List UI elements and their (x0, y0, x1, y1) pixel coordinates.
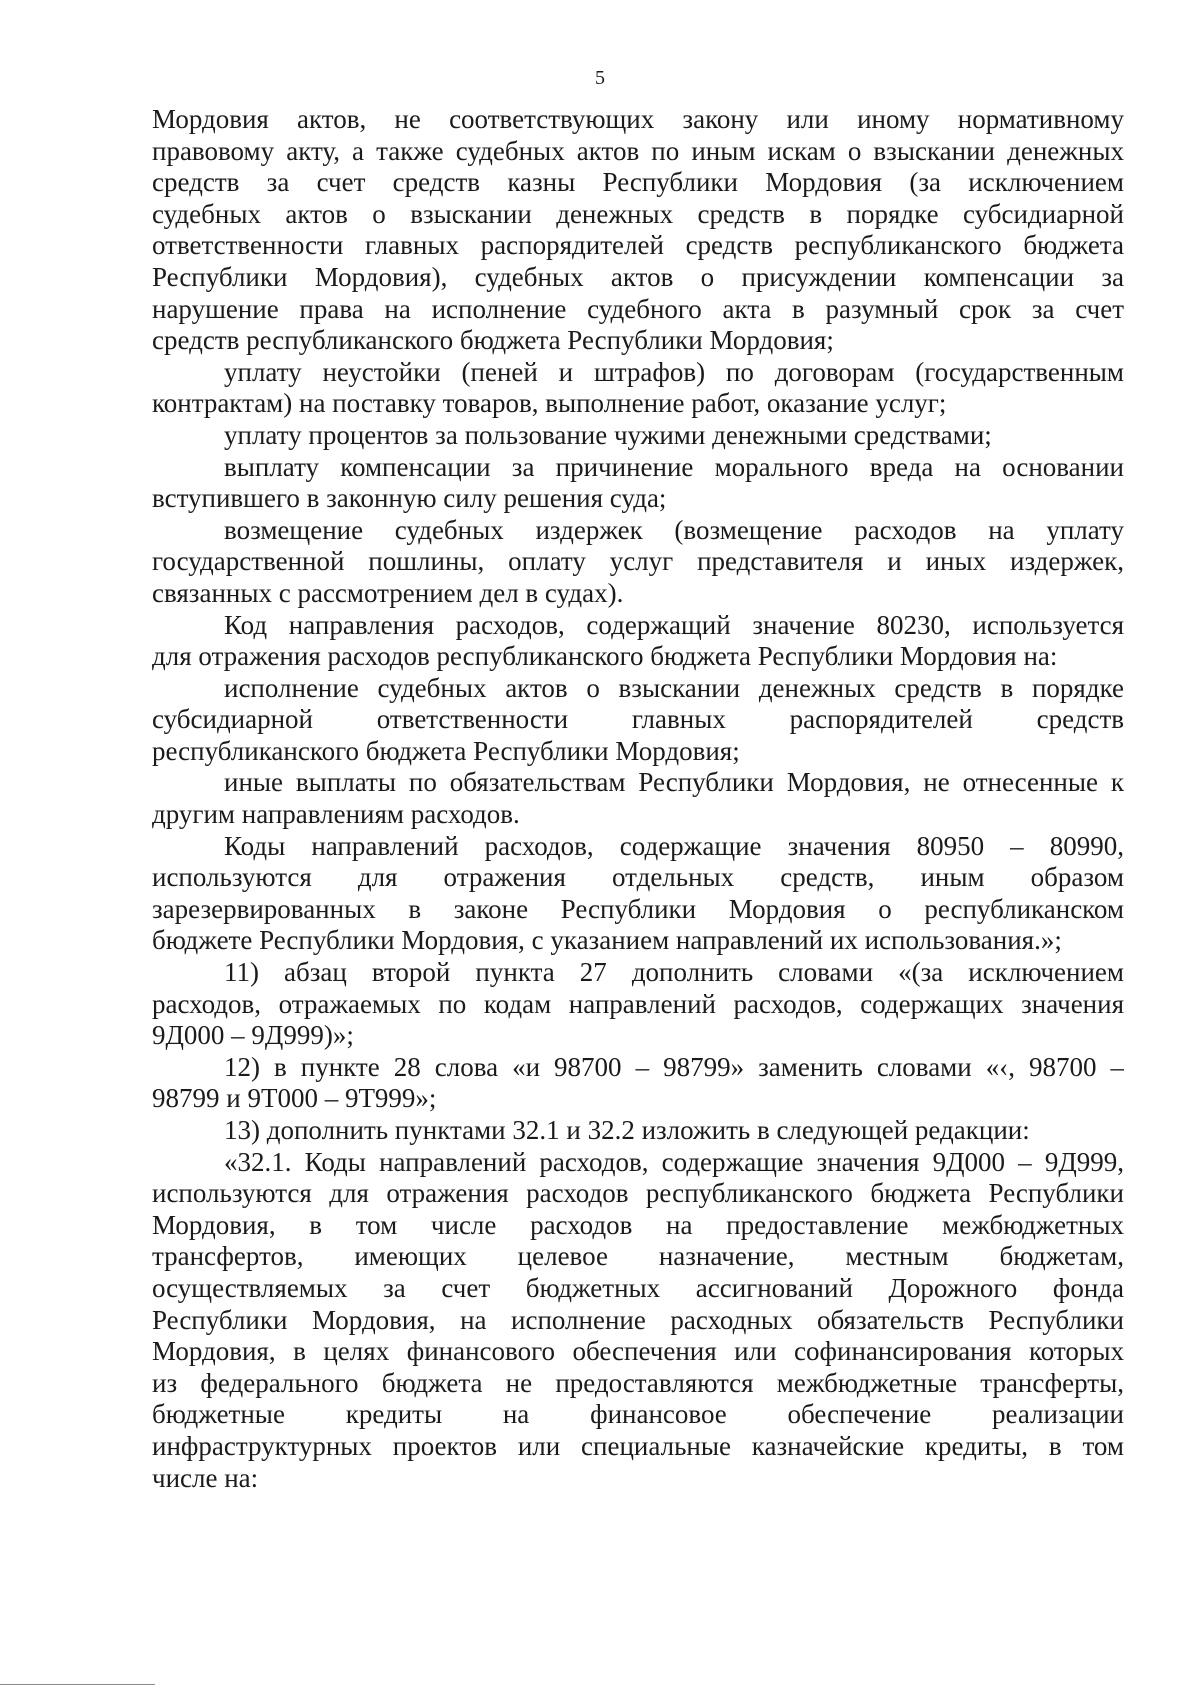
body-text (152, 104, 1124, 1494)
text-line: расходов, отражаемых по кодам направлений расходов, содержащих значения (152, 988, 1124, 1019)
text-line: нарушение права на исполнение судебного акта в разумный срок за счет (152, 293, 1124, 324)
text-line: бюджетные кредиты на финансовое обеспечение реализации (152, 1399, 1124, 1430)
text-line: Код направления расходов, содержащий значение 80230, используется (224, 609, 1124, 640)
text-line: государственной пошлины, оплату услуг представителя и иных издержек, (152, 546, 1124, 577)
text-line: Мордовия, в том числе расходов на предоставление межбюджетных (152, 1209, 1124, 1240)
text-line: другим направлениям расходов. (152, 799, 520, 830)
text-line: бюджете Республики Мордовия, с указанием направлений их использования.»; (152, 925, 1062, 956)
text-line: исполнение судебных актов о взыскании денежных средств в порядке (224, 672, 1124, 703)
text-line: зарезервированных в законе Республики Мордовия о республиканском (152, 893, 1124, 924)
page-number: 5 (595, 67, 605, 89)
text-line: 9Д000 – 9Д999)»; (152, 1020, 354, 1051)
text-line: 98799 и 9Т000 – 9Т999»; (152, 1083, 437, 1114)
text-line: Республики Мордовия, на исполнение расходных обязательств Республики (152, 1304, 1124, 1335)
text-line: уплату процентов за пользование чужими денежными средствами; (224, 419, 992, 450)
text-line: вступившего в законную силу решения суда; (152, 483, 667, 514)
text-line: 12) в пункте 28 слова «и 98700 – 98799» заменить словами «‹, 98700 – (224, 1051, 1124, 1082)
text-line: числе на: (152, 1462, 259, 1493)
text-line: республиканского бюджета Республики Мордовия; (152, 735, 740, 766)
text-line: выплату компенсации за причинение морального вреда на основании (224, 451, 1124, 482)
text-line: инфраструктурных проектов или специальные казначейские кредиты, в том (152, 1430, 1124, 1461)
text-line: из федерального бюджета не предоставляются межбюджетные трансферты, (152, 1367, 1124, 1398)
text-line: возмещение судебных издержек (возмещение расходов на уплату (224, 514, 1124, 545)
text-line: средств за счет средств казны Республики Мордовия (за исключением (152, 167, 1124, 198)
text-line: 13) дополнить пунктами 32.1 и 32.2 изложить в следующей редакции: (224, 1115, 1030, 1145)
text-line: трансфертов, имеющих целевое назначение, местным бюджетам, (152, 1241, 1124, 1272)
text-line: ответственности главных распорядителей средств республиканского бюджета (152, 230, 1124, 261)
text-line: Республики Мордовия), судебных актов о присуждении компенсации за (152, 261, 1124, 292)
text-line: для отражения расходов республиканского бюджета Республики Мордовия на: (152, 641, 1058, 672)
text-line: используются для отражения расходов республиканского бюджета Республики (152, 1178, 1124, 1209)
text-line: Коды направлений расходов, содержащие значения 80950 – 80990, (224, 830, 1124, 861)
text-line: используются для отражения отдельных средств, иным образом (152, 862, 1124, 893)
text-line: судебных актов о взыскании денежных средств в порядке субсидиарной (152, 198, 1124, 229)
text-line: осуществляемых за счет бюджетных ассигнований Дорожного фонда (152, 1272, 1124, 1303)
text-line: 11) абзац второй пункта 27 дополнить словами «(за исключением (224, 957, 1124, 988)
text-line: правовому акту, а также судебных актов по иным искам о взыскании денежных (152, 135, 1124, 166)
text-line: Мордовия, в целях финансового обеспечения или софинансирования которых (152, 1336, 1124, 1367)
text-line: контрактам) на поставку товаров, выполнение работ, оказание услуг; (152, 388, 947, 419)
text-line: субсидиарной ответственности главных распорядителей средств (152, 704, 1124, 735)
text-line: «32.1. Коды направлений расходов, содержащие значения 9Д000 – 9Д999, (224, 1146, 1124, 1177)
text-line: связанных с рассмотрением дел в судах). (152, 577, 624, 608)
text-line: средств республиканского бюджета Республики Мордовия; (152, 325, 834, 356)
text-line: уплату неустойки (пеней и штрафов) по договорам (государственным (224, 356, 1124, 387)
text-line: иные выплаты по обязательствам Республики Мордовия, не отнесенные к (224, 767, 1124, 798)
footer-rule (0, 1684, 155, 1685)
text-line: Мордовия актов, не соответствующих закону или иному нормативному (152, 104, 1124, 134)
